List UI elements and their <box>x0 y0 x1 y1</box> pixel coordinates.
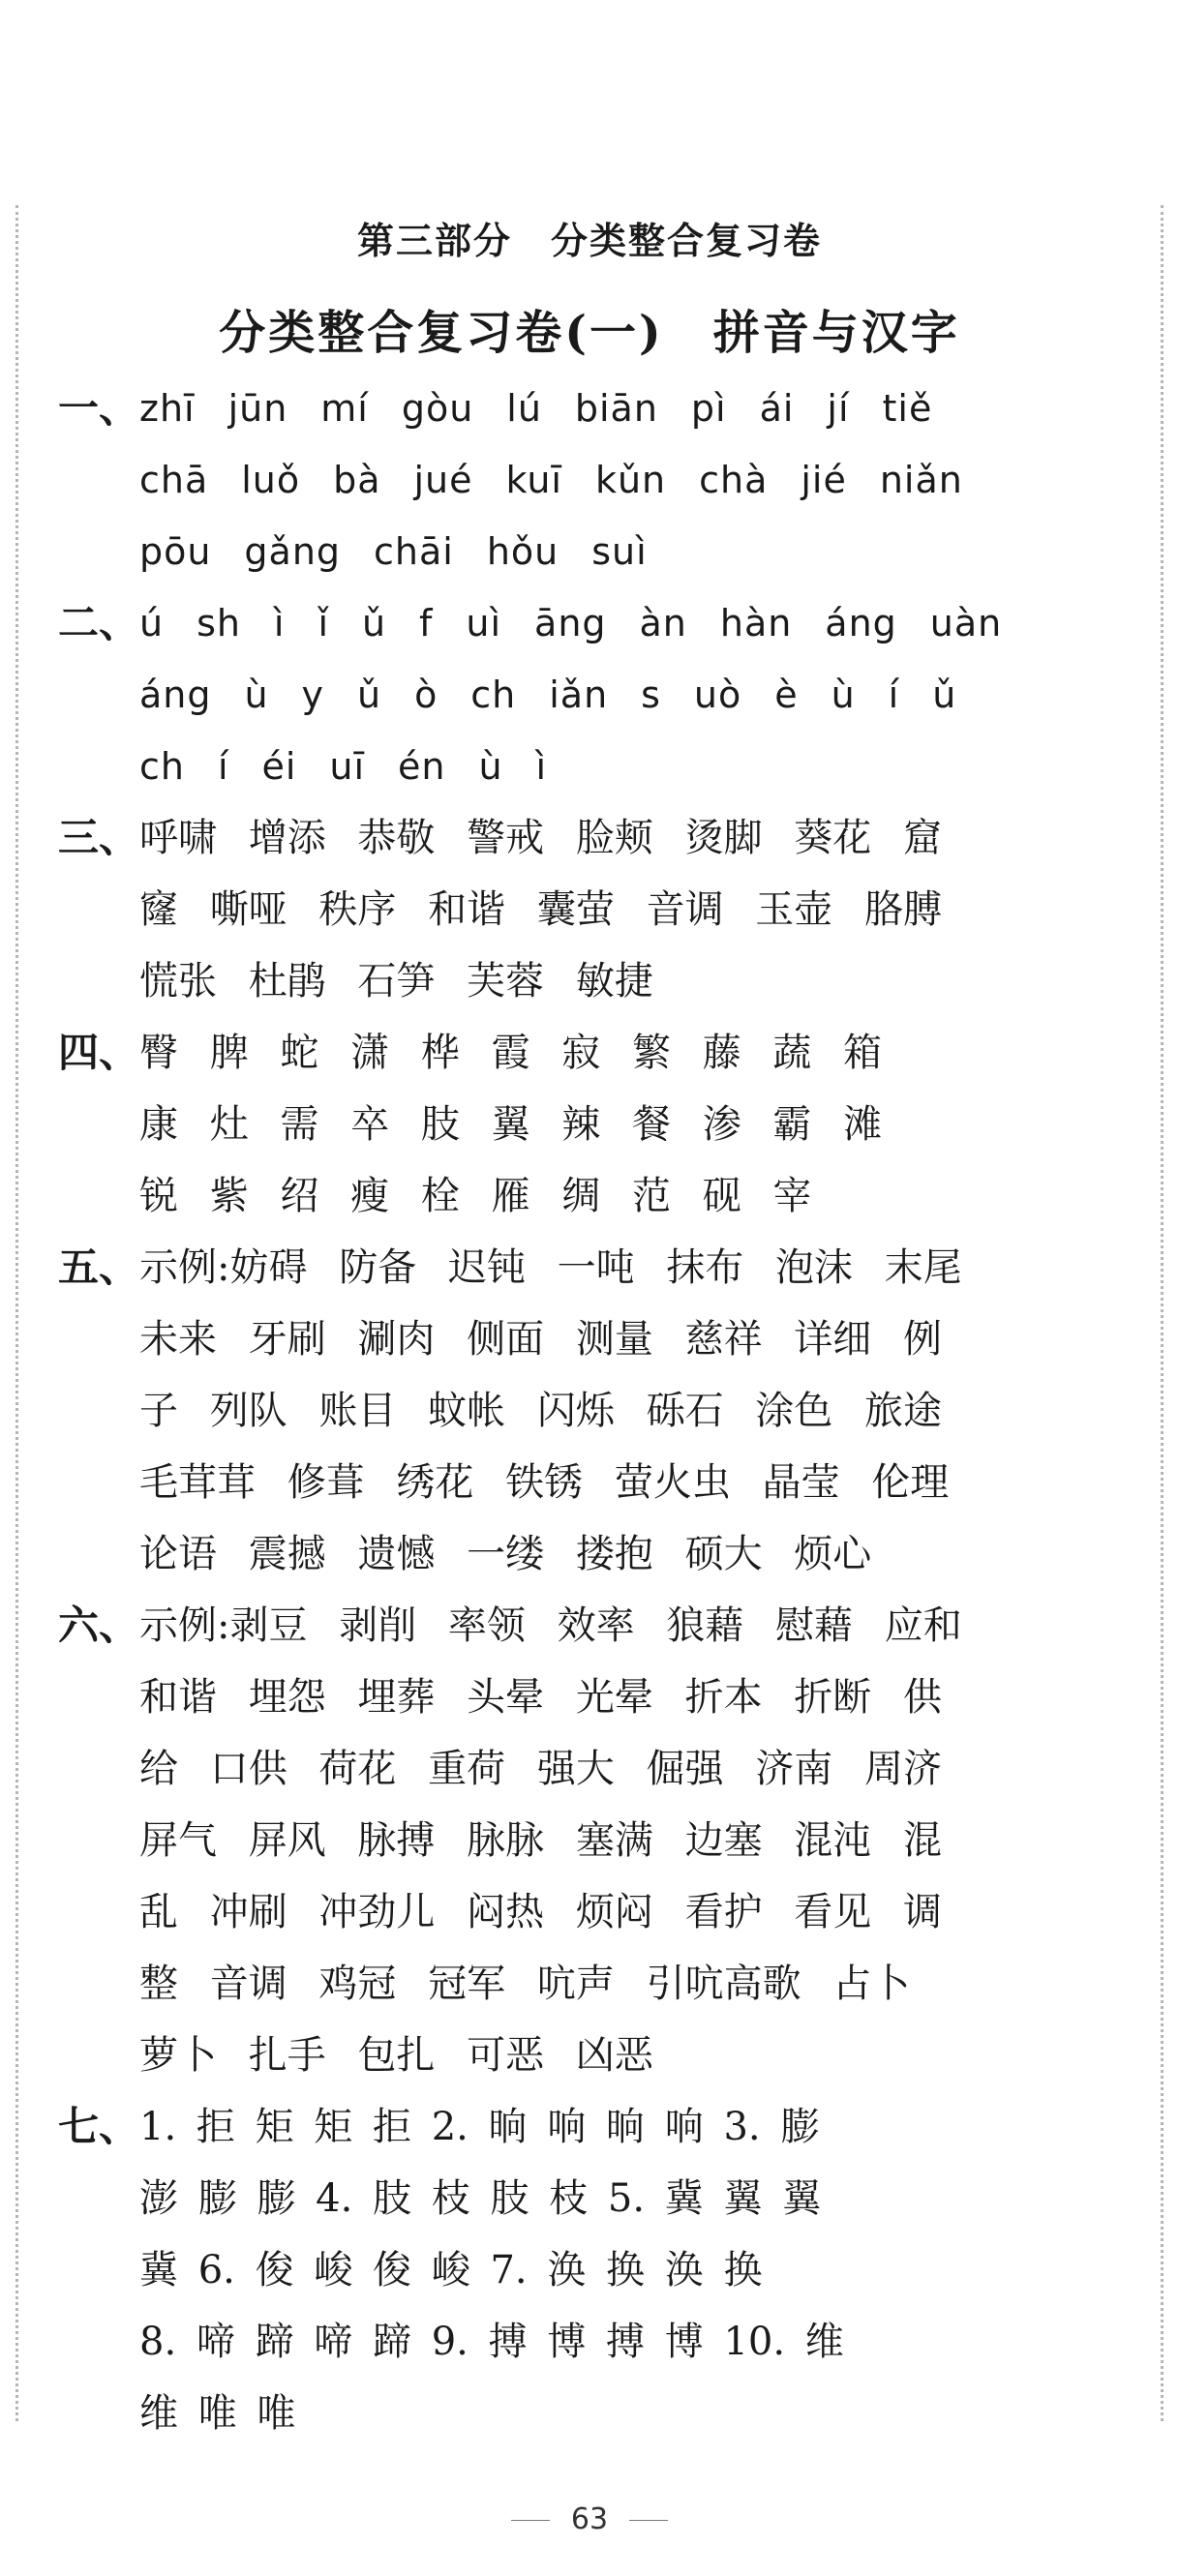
page-number: 63 <box>570 2502 609 2536</box>
answer-line: 示例:剥豆 剥削 率领 效率 狼藉 慰藉 应和 <box>139 1603 962 1648</box>
answer-item <box>58 1017 1123 1232</box>
footer-dash-right <box>629 2520 668 2521</box>
item-number: 四、 <box>58 1029 140 1076</box>
item-number: 一、 <box>58 384 140 432</box>
item-number: 六、 <box>58 1602 140 1649</box>
answer-line: 萝卜 扎手 包扎 可恶 凶恶 <box>139 2033 653 2078</box>
answer-line: 未来 牙刷 涮肉 侧面 测量 慈祥 详细 例 <box>139 1317 943 1362</box>
answer-item <box>58 1232 1123 1590</box>
pinyin-line: ú sh ì ǐ ǔ f uì āng àn hàn áng uàn <box>139 602 1003 644</box>
pinyin-line: ch í éi uī én ù ì <box>139 745 548 788</box>
answer-line: 毛茸茸 修葺 绣花 铁锈 萤火虫 晶莹 伦理 <box>139 1460 950 1505</box>
answer-item <box>58 2091 1123 2449</box>
answer-line: 和谐 埋怨 埋葬 头晕 光晕 折本 折断 供 <box>139 1675 943 1720</box>
item-number: 二、 <box>58 599 140 646</box>
answer-line: 冀 6. 俊 峻 俊 峻 7. 涣 换 涣 换 <box>139 2248 763 2292</box>
answer-line: 整 音调 鸡冠 冠军 吭声 引吭高歌 占卜 <box>139 1962 911 2006</box>
answer-item <box>58 1590 1123 2091</box>
document-title: 分类整合复习卷(一) 拼音与汉字 <box>219 306 960 360</box>
answer-line: 论语 震撼 遗憾 一缕 搂抱 硕大 烦心 <box>139 1532 872 1576</box>
pinyin-line: pōu gǎng chāi hǒu suì <box>139 530 648 573</box>
answer-line: 屏气 屏风 脉搏 脉脉 塞满 边塞 混沌 混 <box>139 1818 943 1863</box>
item-number: 五、 <box>58 1243 140 1291</box>
right-dotted-border <box>1161 205 1164 2421</box>
answer-line: 康 灶 需 卒 肢 翼 辣 餐 渗 霸 滩 <box>139 1102 883 1147</box>
answer-line: 1. 拒 矩 矩 拒 2. 晌 响 晌 响 3. 膨 <box>139 2105 820 2149</box>
pinyin-line: zhī jūn mí gòu lú biān pì ái jí tiě <box>139 387 933 430</box>
answer-line: 澎 膨 膨 4. 肢 枝 肢 枝 5. 冀 翼 翼 <box>139 2176 822 2221</box>
left-dotted-border <box>15 205 18 2421</box>
answer-item <box>58 373 1123 587</box>
answer-line: 锐 紫 绍 瘦 栓 雁 绸 范 砚 宰 <box>139 1174 812 1218</box>
answer-line: 臀 脾 蛇 潇 桦 霞 寂 繁 藤 蔬 箱 <box>139 1031 883 1075</box>
item-number: 三、 <box>58 814 140 861</box>
pinyin-line: chā luǒ bà jué kuī kǔn chà jié niǎn <box>139 459 963 501</box>
answer-list <box>58 373 1123 2449</box>
answer-item <box>58 802 1123 1017</box>
answer-line: 窿 嘶哑 秩序 和谐 囊萤 音调 玉壶 胳膊 <box>139 887 943 932</box>
answer-line: 给 口供 荷花 重荷 强大 倔强 济南 周济 <box>139 1747 943 1791</box>
answer-line: 8. 啼 蹄 啼 蹄 9. 搏 博 搏 博 10. 维 <box>139 2320 844 2364</box>
answer-line: 乱 冲刷 冲劲儿 闷热 烦闷 看护 看见 调 <box>139 1890 943 1934</box>
pinyin-line: áng ù y ǔ ò ch iǎn s uò è ù í ǔ <box>139 674 957 716</box>
section-title: 第三部分 分类整合复习卷 <box>356 219 822 262</box>
answer-line: 慌张 杜鹃 石笋 芙蓉 敏捷 <box>139 959 653 1003</box>
answer-line: 示例:妨碍 防备 迟钝 一吨 抹布 泡沫 末尾 <box>139 1245 962 1290</box>
page-footer <box>0 2502 1179 2536</box>
answer-line: 呼啸 增添 恭敬 警戒 脸颊 烫脚 葵花 窟 <box>139 816 943 860</box>
footer-dash-left <box>511 2520 550 2521</box>
answer-line: 子 列队 账目 蚊帐 闪烁 砾石 涂色 旅途 <box>139 1389 943 1433</box>
answer-item <box>58 587 1123 802</box>
answer-line: 维 唯 唯 <box>139 2391 296 2436</box>
item-number: 七、 <box>58 2103 140 2150</box>
